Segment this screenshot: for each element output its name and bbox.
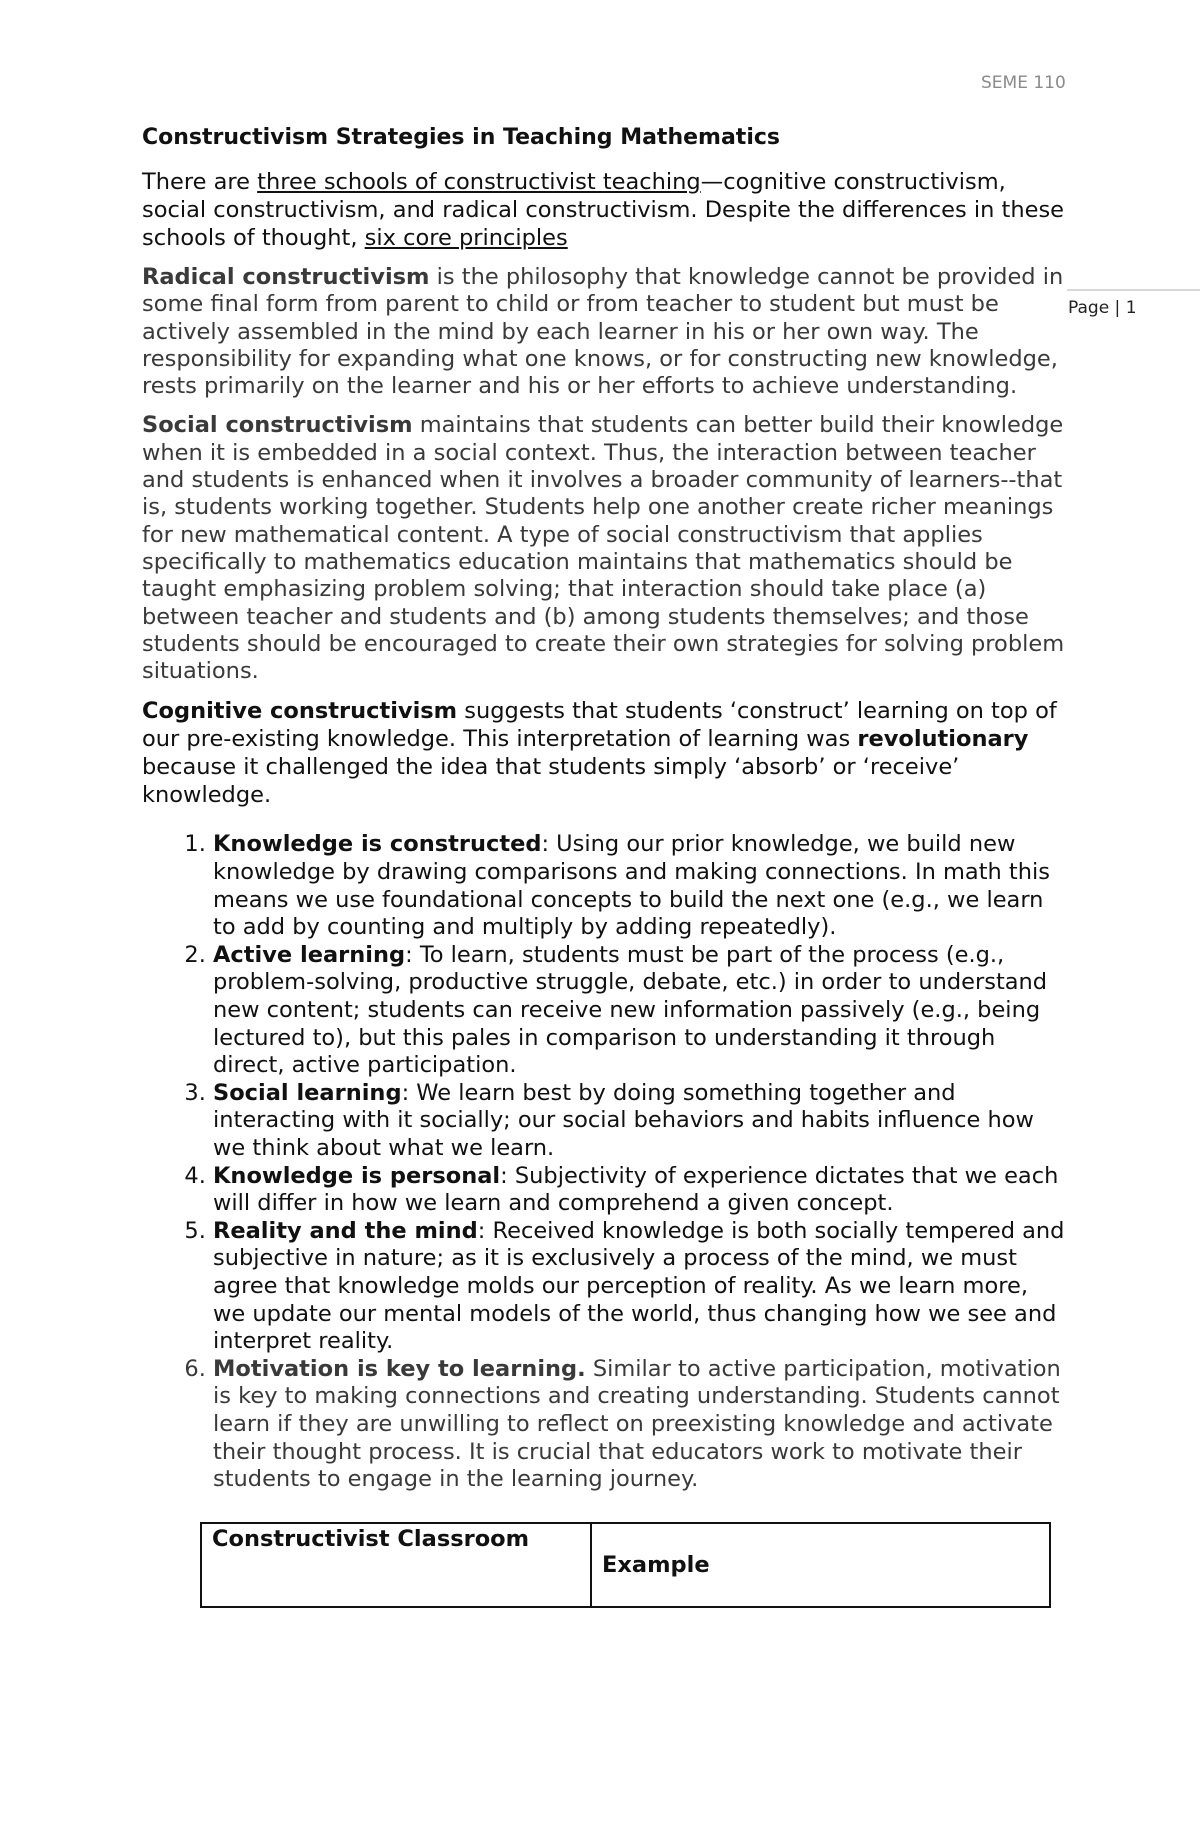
page-title: Constructivism Strategies in Teaching Mathematics: [142, 125, 780, 150]
social-text: maintains that students can better build their knowledge when it is embedded in a social context. Thus, the interaction between teacher and students is enhanced when it involves a broader community of learners--that is, students working together. Students help one another create richer meanings for new mathematical content. A type of social constructivism that applies specifically to mathematics education maintains that mathematics should be taught emphasizing problem solving; that interaction should take place (a) between teacher and students and (b) among students themselves; and those students should be encouraged to create their own strategies for solving problem situations.: [142, 412, 1065, 685]
list-item: [213, 831, 1067, 941]
radical-paragraph: [142, 264, 1067, 400]
cognitive-text-2: because it challenged the idea that students simply ‘absorb’ or ‘receive’ knowledge.: [142, 754, 960, 809]
social-paragraph: [142, 412, 1067, 685]
social-term: Social constructivism: [142, 412, 413, 439]
principle-text: : We learn best by doing something together and interacting with it socially; our social behaviors and habits influence how we think about what we learn.: [213, 1079, 1034, 1161]
principle-text: : Received knowledge is both socially tempered and subjective in nature; as it is exclusively a process of the mind, we must agree that knowledge molds our perception of reality. As we learn more, we update our mental models of the world, thus changing how we see and interpret reality.: [213, 1217, 1065, 1355]
principle-term: Active learning: [213, 941, 406, 968]
principle-term: Motivation is key to learning.: [213, 1355, 586, 1382]
core-principles-list: [142, 831, 1067, 1493]
page-number-rule: [1067, 289, 1200, 291]
intro-text-middle: —cognitive constructivism, social constructivism, and radical constructivism. Despite the differences in these schools of thought,: [142, 169, 1065, 251]
list-item: [213, 1218, 1067, 1356]
principle-text: Similar to active participation, motivation is key to making connections and creating understanding. Students cannot learn if they are unwilling to reflect on preexisting knowledge and activate their thought process. It is crucial that educators work to motivate their students to engage in the learning journey.: [213, 1355, 1061, 1493]
principle-term: Knowledge is constructed: [213, 831, 542, 858]
cognitive-term: Cognitive constructivism: [142, 698, 458, 725]
principle-text: : Using our prior knowledge, we build new knowledge by drawing comparisons and making connections. In math this means we use foundational concepts to build the next one (e.g., we learn to add by counting and multiply by adding repeatedly).: [213, 831, 1050, 941]
intro-text-before: There are: [142, 169, 258, 195]
cognitive-paragraph: [142, 697, 1067, 809]
list-item: [213, 1163, 1067, 1218]
principles-link[interactable]: six core principles: [364, 225, 568, 251]
list-item: [213, 1080, 1067, 1163]
list-item: [213, 942, 1067, 1080]
header-course-code: SEME 110: [981, 73, 1066, 93]
table-header-classroom: Constructivist Classroom: [201, 1523, 591, 1607]
schools-link[interactable]: three schools of constructivist teaching: [257, 169, 701, 195]
list-item: [213, 1356, 1067, 1494]
intro-paragraph: [142, 168, 1067, 252]
radical-text: is the philosophy that knowledge cannot be provided in some final form from parent to child or from teacher to student but must be actively assembled in the mind by each learner in his or her own way. The responsibility for expanding what one knows, or for constructing new knowledge, rests primarily on the learner and his or her efforts to achieve understanding.: [142, 264, 1064, 400]
principle-text: : Subjectivity of experience dictates that we each will differ in how we learn and comprehend a given concept.: [213, 1162, 1059, 1217]
cognitive-bold: revolutionary: [857, 726, 1029, 753]
table-header-example: Example: [591, 1523, 1050, 1607]
principle-text: : To learn, students must be part of the process (e.g., problem-solving, productive struggle, debate, etc.) in order to understand new content; students can receive new information passively (e.g., being lectured to), but this pales in comparison to understanding it through direct, active participation.: [213, 941, 1048, 1079]
principle-term: Reality and the mind: [213, 1217, 478, 1244]
document-body: [142, 122, 1067, 1608]
radical-term: Radical constructivism: [142, 264, 430, 290]
cognitive-text-1: suggests that students ‘construct’ learning on top of our pre-existing knowledge. This interpretation of learning was: [142, 698, 1057, 753]
principle-term: Knowledge is personal: [213, 1162, 501, 1189]
page-number: Page | 1: [1068, 298, 1137, 318]
table-row: [201, 1523, 1050, 1607]
principle-term: Social learning: [213, 1079, 402, 1106]
classroom-table: [200, 1522, 1051, 1608]
